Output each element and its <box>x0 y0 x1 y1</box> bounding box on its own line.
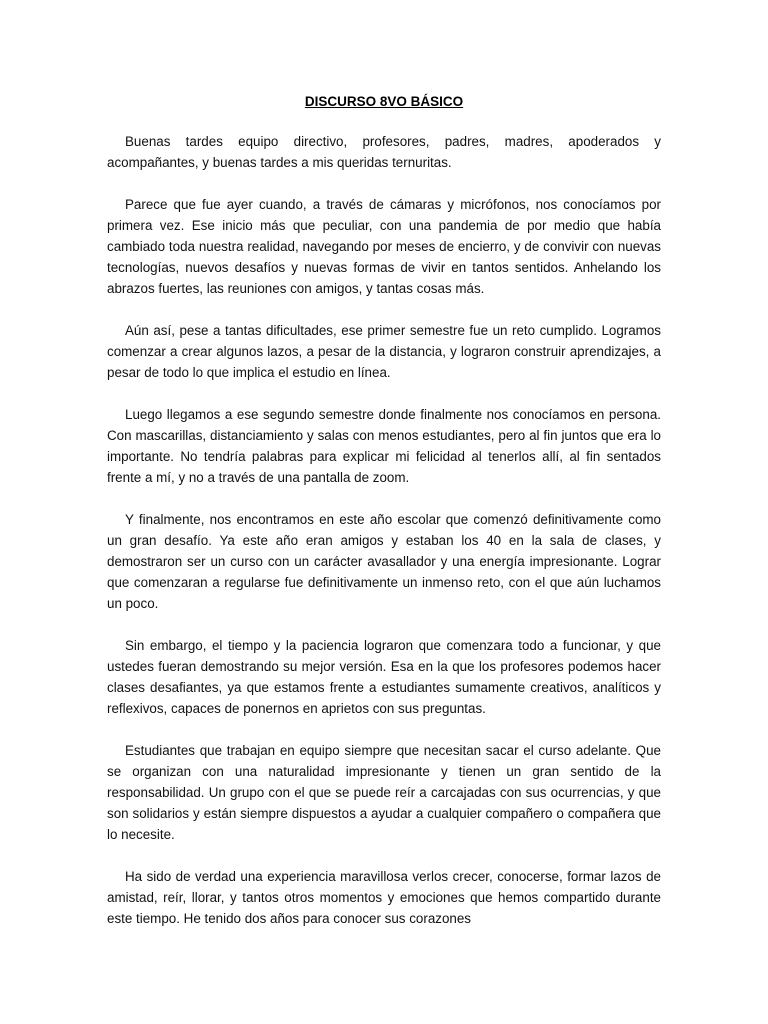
paragraph-teamwork: Estudiantes que trabajan en equipo siempre que necesitan sacar el curso adelante. Que se organizan con una naturalidad impresionante y tienen un gran sentido de la responsabilidad. Un grupo con el que se puede reír a carcajadas con sus ocurrencias, y que son solidarios y están siempre dispuestos a ayudar a cualquier compañero o compañera que lo necesite. <box>107 743 661 842</box>
document-title: DISCURSO 8VO BÁSICO <box>304 94 464 109</box>
document-body <box>107 131 661 950</box>
paragraph-experience: Ha sido de verdad una experiencia maravillosa verlos crecer, conocerse, formar lazos de amistad, reír, llorar, y tantos otros momentos y emociones que hemos compartido durante este tiempo. He tenido dos años para conocer sus corazones <box>107 869 661 926</box>
paragraph-pandemic: Parece que fue ayer cuando, a través de cámaras y micrófonos, nos conocíamos por primera vez. Ese inicio más que peculiar, con una pandemia de por medio que había cambiado toda nuestra realidad, navegando por meses de encierro, y de convivir con nuevas tecnologías, nuevos desafíos y nuevas formas de vivir en tantos sentidos. Anhelando los abrazos fuertes, las reuniones con amigos, y tantas cosas más. <box>107 197 661 296</box>
paragraph-first-semester: Aún así, pese a tantas dificultades, ese primer semestre fue un reto cumplido. Logramos comenzar a crear algunos lazos, a pesar de la distancia, y lograron construir aprendizajes, a pesar de todo lo que implica el estudio en línea. <box>107 323 661 380</box>
paragraph-greeting: Buenas tardes equipo directivo, profesores, padres, madres, apoderados y acompañantes, y buenas tardes a mis queridas ternuritas. <box>107 134 661 170</box>
paragraph-patience: Sin embargo, el tiempo y la paciencia lograron que comenzara todo a funcionar, y que ustedes fueran demostrando su mejor versión. Esa en la que los profesores podemos hacer clases desafiantes, ya que estamos frente a estudiantes sumamente creativos, analíticos y reflexivos, capaces de ponernos en aprietos con sus preguntas. <box>107 638 661 716</box>
document-page <box>107 0 661 1024</box>
paragraph-this-year: Y finalmente, nos encontramos en este año escolar que comenzó definitivamente como un gran desafío. Ya este año eran amigos y estaban los 40 en la sala de clases, y demostraron ser un curso con un carácter avasallador y una energía impresionante. Lograr que comenzaran a regularse fue definitivamente un inmenso reto, con el que aún luchamos un poco. <box>107 512 661 611</box>
paragraph-second-semester: Luego llegamos a ese segundo semestre donde finalmente nos conocíamos en persona. Con mascarillas, distanciamiento y salas con menos estudiantes, pero al fin juntos que era lo importante. No tendría palabras para explicar mi felicidad al tenerlos allí, al fin sentados frente a mí, y no a través de una pantalla de zoom. <box>107 407 661 485</box>
